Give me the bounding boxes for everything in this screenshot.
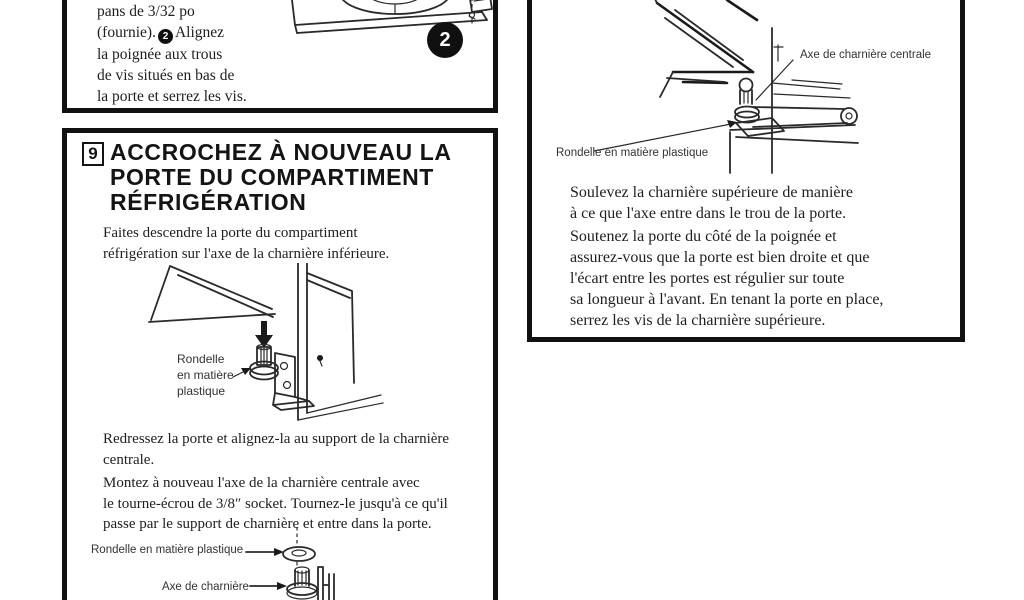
washer-label: Rondelle en matière plastique <box>91 544 244 556</box>
center-hinge-pin-label: Axe de charnière centrale <box>800 49 932 61</box>
handle-instruction-text <box>97 1 247 107</box>
callout-2-badge: 2 <box>427 22 463 58</box>
washer-label <box>177 351 234 399</box>
paragraph <box>570 226 883 331</box>
text-line: Soutenez la porte du côté de la poignée et <box>570 228 837 245</box>
text-line: serrez les vis de la charnière supérieure. <box>570 312 826 329</box>
paragraph <box>103 473 448 535</box>
text-line: de vis situés en bas de <box>97 67 235 84</box>
text-line: la porte et serrez les vis. <box>97 88 247 105</box>
step-9-number: 9 <box>82 142 104 166</box>
text-line: Soulevez la charnière supérieure de manière <box>570 184 853 201</box>
text-line: l'écart entre les portes est régulier sur toute <box>570 270 845 287</box>
paragraph <box>570 182 853 224</box>
text-line: pans de 3/32 po <box>97 3 195 20</box>
text-line <box>97 22 247 44</box>
label-line: Rondelle <box>177 352 225 366</box>
text-line: Montez à nouveau l'axe de la charnière centrale avec <box>103 475 420 491</box>
text-fragment: Alignez <box>174 24 225 41</box>
lower-hinge-illustration <box>141 263 451 431</box>
panel-step-9-rehang-door <box>62 128 498 600</box>
hinge-pin-label: Axe de charnière <box>162 581 249 593</box>
text-line: passe par le support de charnière et entre dans la porte. <box>103 516 432 532</box>
title-line: ACCROCHEZ À NOUVEAU LA <box>110 139 452 165</box>
paragraph <box>103 223 389 264</box>
text-fragment: (fournie). <box>97 24 156 41</box>
panel-handle-instructions <box>62 0 498 113</box>
label-line: en matière <box>177 368 234 382</box>
label-line: plastique <box>177 384 226 398</box>
step-2-inline-badge: 2 <box>158 29 173 44</box>
washer-label: Rondelle en matière plastique <box>556 147 709 159</box>
text-line: le tourne-écrou de 3/8″ socket. Tournez-le jusqu'à ce qu'il <box>103 495 448 512</box>
text-line: sa longueur à l'avant. En tenant la porte en place, <box>570 291 884 308</box>
text-line: Redressez la porte et alignez-la au support de la charnière <box>103 431 450 447</box>
text-line: à ce que l'axe entre dans le trou de la porte. <box>570 205 847 222</box>
door-handle-illustration <box>271 0 495 111</box>
text-line: réfrigération sur l'axe de la charnière inférieure. <box>103 245 390 262</box>
panel-upper-hinge-instructions <box>527 0 965 342</box>
text-line: Faites descendre la porte du compartiment <box>103 225 358 241</box>
paragraph <box>103 429 449 470</box>
text-line: centrale. <box>103 451 155 468</box>
step-9-title <box>110 140 452 215</box>
text-line: assurez-vous que la porte est bien droite et que <box>570 249 870 266</box>
title-line: PORTE DU COMPARTIMENT <box>110 164 434 190</box>
text-line: la poignée aux trous <box>97 46 223 63</box>
title-line: RÉFRIGÉRATION <box>110 189 307 215</box>
